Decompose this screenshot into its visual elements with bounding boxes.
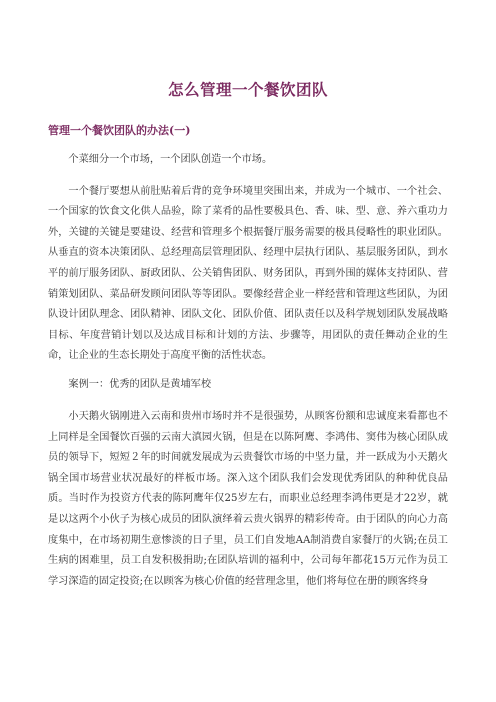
document-body [48, 150, 448, 601]
paragraph-team-management: 一个餐厅要想从前肚贴着后背的竞争环境里突围出来，并成为一个城市、一个社会、一个国家的饮食文化供人品验，除了菜肴的品性要极具色、香、味、型、意、养六重功力外，关键的关键是要建设、经营和管理多个根据餐厅服务需要的极具侵略性的职业团队。从垂直的资本决策团队、总经理高层管理团队、经理中层执行团队、基层服务团队，到水平的前厅服务团队、厨政团队、公关销售团队、财务团队，再到外围的媒体支持团队、营销策划团队、菜品研发顾问团队等等团队。要像经营企业一样经营和管理这些团队，为团队设计团队理念、团队精神、团队文化、团队价值、团队责任以及科学规划团队发展战略目标、年度营销计划以及达成目标和计划的方法、步骤等，用团队的责任舞动企业的生命，让企业的生态长期处于高度平衡的活性状态。 [48, 185, 448, 362]
document-title: 怎么管理一个餐饮团队 [167, 80, 328, 99]
paragraph-case-study: 小天鹅火锅刚进入云南和贵州市场时并不是很强势，从顾客份额和忠诚度来看都也不上同样是全国餐饮百强的云南大滇园火锅，但是在以陈阿鹰、李鸿伟、窦伟为核心团队成员的领导下，短短２年的时间就发展成为云贵餐饮市场的中坚力量，并一跃成为小天鹅火锅全国市场营业状况最好的样板市场。深入这个团队我们会发现优秀团队的种种优良品质。当时作为投资方代表的陈阿鹰年仅25岁左右，而职业总经理李鸿伟更是才22岁，就是以这两个小伙子为核心成员的团队演绎着云贵火锅界的精彩传奇。由于团队的向心力高度集中，在市场初期生意惨淡的日子里，员工们自发地AA制消费自家餐厅的火锅;在员工生病的困难里，员工自发积极捐助;在团队培训的福利中，公司每年都花15万元作为员工学习深造的固定投资;在以顾客为核心价值的经营理念里，他们将每位在册的顾客终身 [48, 411, 448, 587]
paragraph-case-heading: 案例一：优秀的团队是黄埔军校 [68, 379, 212, 391]
paragraph-intro: 个菜细分一个市场，一个团队创造一个市场。 [68, 154, 273, 165]
section-heading: 管理一个餐饮团队的办法(一) [48, 124, 191, 137]
